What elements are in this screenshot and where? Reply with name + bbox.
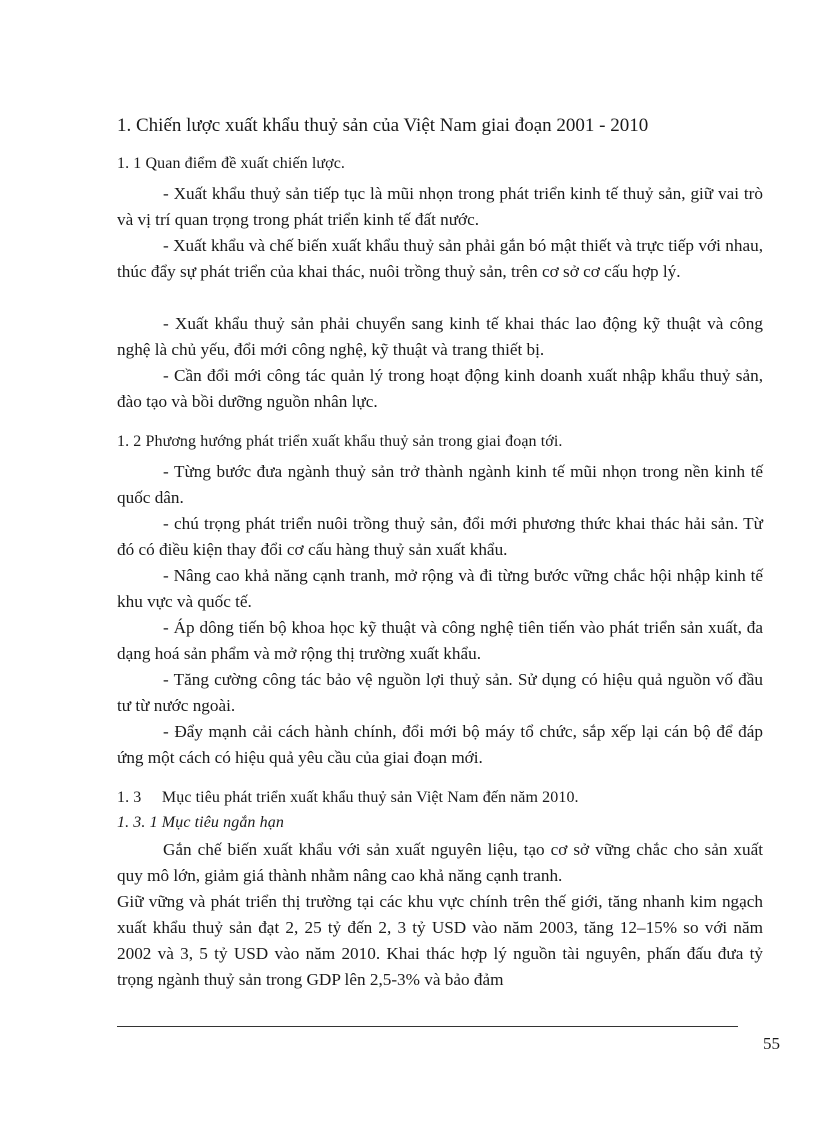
paragraph: Gắn chế biến xuất khẩu với sản xuất nguyên liệu, tạo cơ sở vững chắc cho sản xuất quy mô lớn, giảm giá thành nhằm nâng cao khả năng cạnh tranh. [117,840,763,885]
paragraph: - Xuất khẩu thuỷ sản tiếp tục là mũi nhọn trong phát triển kinh tế thuỷ sản, giữ vai trò và vị trí quan trọng trong phát triển kinh tế đất nước. [117,184,763,229]
footer-divider [117,1026,738,1027]
paragraph: - Xuất khẩu và chế biến xuất khẩu thuỷ sản phải gắn bó mật thiết và trực tiếp với nhau, thúc đẩy sự phát triển của khai thác, nuôi trồng thuỷ sản, trên cơ sở cơ cấu hợp lý. [117,236,763,281]
paragraph: - Áp dông tiến bộ khoa học kỹ thuật và công nghệ tiên tiến vào phát triển sản xuất, đa dạng hoá sản phẩm và mở rộng thị trường xuất khẩu. [117,618,763,663]
paragraph: - Từng bước đưa ngành thuỷ sản trở thành ngành kinh tế mũi nhọn trong nền kinh tế quốc dân. [117,462,763,507]
page-number: 55 [763,1034,780,1053]
paragraph: - Xuất khẩu thuỷ sản phải chuyển sang kinh tế khai thác lao động kỹ thuật và công nghệ là chủ yếu, đổi mới công nghệ, kỹ thuật và trang thiết bị. [117,314,763,359]
paragraph: - Đẩy mạnh cải cách hành chính, đổi mới bộ máy tổ chức, sắp xếp lại cán bộ để đáp ứng một cách có hiệu quả yêu cầu của giai đoạn mới. [117,722,763,767]
paragraph: - Cần đổi mới công tác quản lý trong hoạt động kinh doanh xuất nhập khẩu thuỷ sản, đào tạo và bồi dưỡng nguồn nhân lực. [117,366,763,411]
paragraph: Giữ vững và phát triển thị trường tại các khu vực chính trên thế giới, tăng nhanh kim ngạch xuất khẩu thuỷ sản đạt 2, 25 tỷ đến 2, 3 tỷ USD vào năm 2003, tăng 12–15% so với năm 2002 và 3, 5 tỷ USD vào năm 2010. Khai thác hợp lý nguồn tài nguyên, phấn đấu đưa tỷ trọng ngành thuỷ sản trong GDP lên 2,5-3% và bảo đảm [117,892,763,989]
paragraph: - Tăng cường công tác bảo vệ nguồn lợi thuỷ sản. Sử dụng có hiệu quả nguồn vố đầu tư từ nước ngoài. [117,670,763,715]
section-heading-1-2: 1. 2 Phương hướng phát triển xuất khẩu thuỷ sản trong giai đoạn tới. [117,433,563,450]
subsection-heading-1-3-1: 1. 3. 1 Mục tiêu ngắn hạn [117,814,284,831]
section-heading-1-3: 1. 3 Mục tiêu phát triển xuất khẩu thuỷ sản Việt Nam đến năm 2010. [117,789,579,806]
page-title: 1. Chiến lược xuất khẩu thuỷ sản của Việt Nam giai đoạn 2001 - 2010 [117,115,649,136]
paragraph: - Nâng cao khả năng cạnh tranh, mở rộng và đi từng bước vững chắc hội nhập kinh tế khu vực và quốc tế. [117,566,763,611]
paragraph: - chú trọng phát triển nuôi trồng thuỷ sản, đổi mới phương thức khai thác hải sản. Từ đó có điều kiện thay đổi cơ cấu hàng thuỷ sản xuất khẩu. [117,514,763,559]
section-heading-1-1: 1. 1 Quan điểm đề xuất chiến lược. [117,155,346,172]
